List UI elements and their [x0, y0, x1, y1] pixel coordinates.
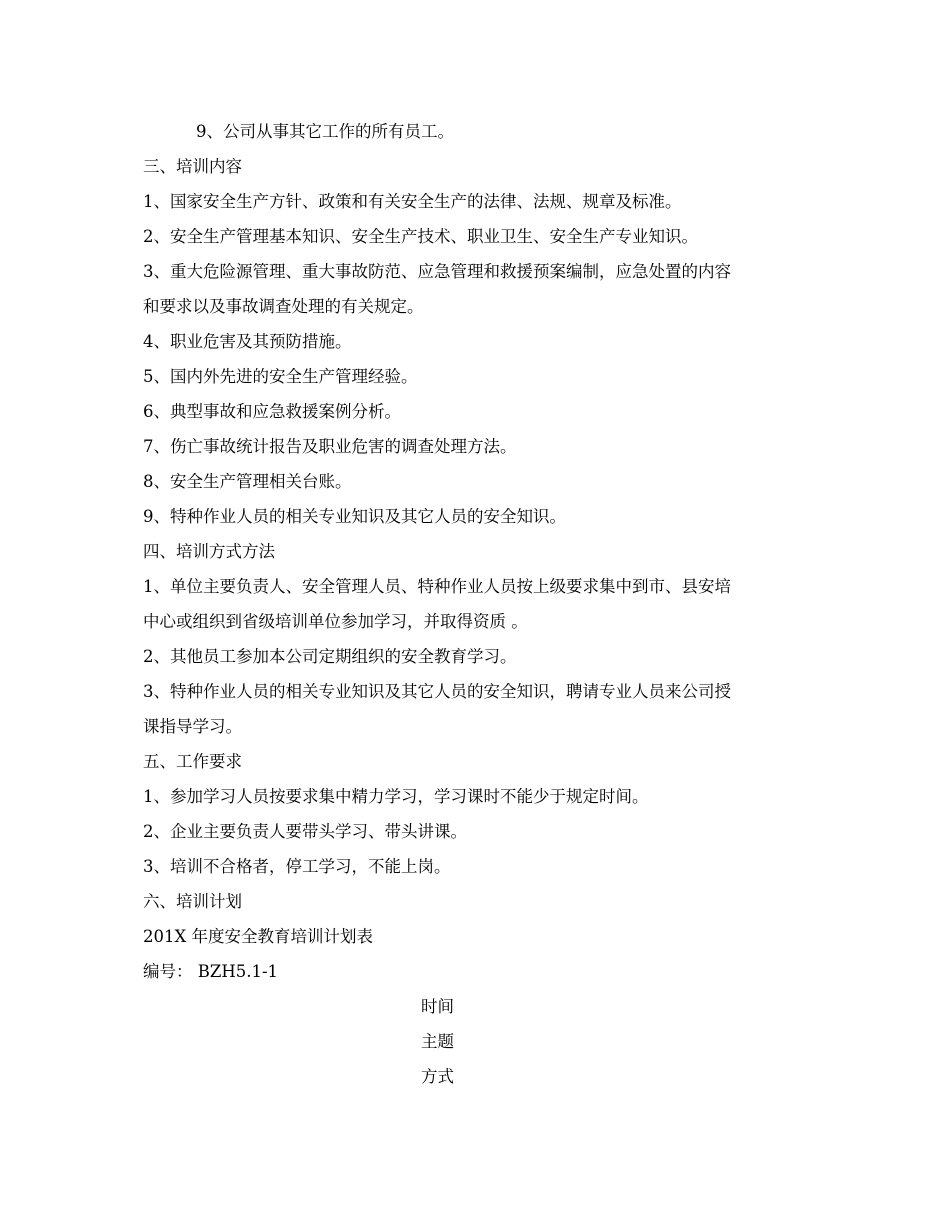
- section-heading-work-requirements: 五、工作要求: [143, 752, 242, 771]
- list-item-continuation: 课指导学习。: [143, 717, 242, 736]
- plan-table-title: 201X 年度安全教育培训计划表: [143, 927, 373, 946]
- list-item: 6、典型事故和应急救援案例分析。: [143, 402, 401, 421]
- list-item: 3、重大危险源管理、重大事故防范、应急管理和救援预案编制，应急处置的内容: [143, 262, 731, 281]
- list-item: 3、培训不合格者，停工学习，不能上岗。: [143, 857, 451, 876]
- list-item: 2、安全生产管理基本知识、安全生产技术、职业卫生、安全生产专业知识。: [143, 227, 698, 246]
- list-item: 9、特种作业人员的相关专业知识及其它人员的安全知识。: [143, 507, 566, 526]
- list-item: 2、企业主要负责人要带头学习、带头讲课。: [143, 822, 467, 841]
- list-item: 5、国内外先进的安全生产管理经验。: [143, 367, 418, 386]
- list-item: 7、伤亡事故统计报告及职业危害的调查处理方法。: [143, 437, 517, 456]
- table-header-method: 方式: [421, 1067, 454, 1086]
- section-heading-training-content: 三、培训内容: [143, 157, 242, 176]
- list-item: 3、特种作业人员的相关专业知识及其它人员的安全知识，聘请专业人员来公司授: [143, 682, 731, 701]
- section-heading-training-plan: 六、培训计划: [143, 892, 242, 911]
- table-header-time: 时间: [421, 997, 454, 1016]
- list-item: 1、国家安全生产方针、政策和有关安全生产的法律、法规、规章及标准。: [143, 192, 682, 211]
- list-item: 2、其他员工参加本公司定期组织的安全教育学习。: [143, 647, 517, 666]
- list-item-continuation: 中心或组织到省级培训单位参加学习，并取得资质 。: [143, 612, 528, 631]
- list-item: 4、职业危害及其预防措施。: [143, 332, 352, 351]
- document-number: 编号： BZH5.1-1: [143, 962, 279, 981]
- list-item: 1、参加学习人员按要求集中精力学习，学习课时不能少于规定时间。: [143, 787, 649, 806]
- list-item-continuation: 和要求以及事故调查处理的有关规定。: [143, 297, 424, 316]
- list-item: 1、单位主要负责人、安全管理人员、特种作业人员按上级要求集中到市、县安培: [143, 577, 731, 596]
- table-header-topic: 主题: [421, 1032, 454, 1051]
- list-item: 8、安全生产管理相关台账。: [143, 472, 352, 491]
- section-heading-training-methods: 四、培训方式方法: [143, 542, 275, 561]
- list-item: 9、公司从事其它工作的所有员工。: [196, 122, 454, 141]
